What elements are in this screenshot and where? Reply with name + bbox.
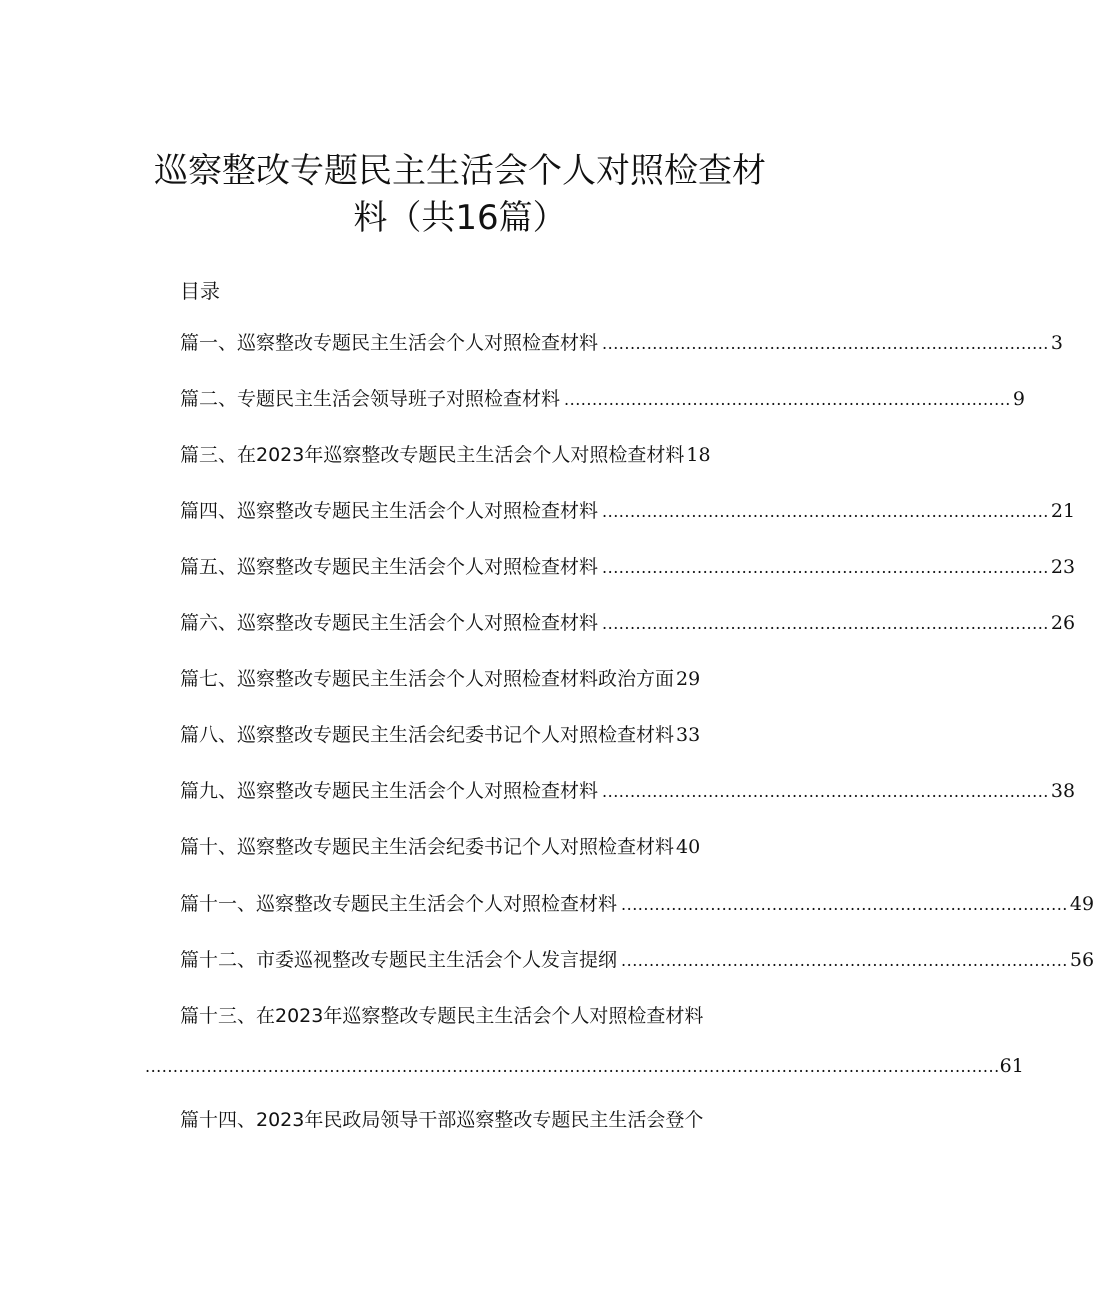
toc-entry-14[interactable] [180,1108,703,1132]
toc-entry-page: 9 [1012,388,1025,410]
toc-heading: 目录 [180,279,220,303]
toc-leader-dots: ................................................................................ [602,614,1049,633]
toc-entry-label: 篇十二、市委巡视整改专题民主生活会个人发言提纲 [180,949,618,971]
toc-entry-page: 61 [999,1055,1024,1077]
toc-entry-label: 篇十、巡察整改专题民主生活会纪委书记个人对照检查材料 [180,836,675,858]
toc-entry-page: 21 [1050,500,1076,522]
toc-leader-dots: ................................................................................ [621,951,1068,970]
toc-entry-11[interactable] [180,892,1094,917]
toc-leader-dots: ................................................................................ [621,895,1068,914]
toc-entry-13[interactable] [180,1004,703,1028]
toc-entry-page: 56 [1069,949,1094,971]
toc-entry-page: 49 [1069,893,1094,915]
toc-entry-page: 3 [1050,332,1063,354]
toc-entry-label: 篇七、巡察整改专题民主生活会个人对照检查材料政治方面 [180,668,675,690]
toc-leader-dots: ................................................................................ [602,558,1049,577]
toc-entry-page: 29 [676,668,701,690]
toc-entry-label: 篇五、巡察整改专题民主生活会个人对照检查材料 [180,556,599,578]
toc-entry-label: 篇十四、2023年民政局领导干部巡察整改专题民主生活会登个 [180,1109,704,1131]
toc-entry-1[interactable] [180,331,1063,356]
toc-entry-8[interactable] [180,723,700,747]
toc-entry-page: 23 [1050,556,1076,578]
toc-entry-6[interactable] [180,611,1076,636]
toc-entry-label: 篇十一、巡察整改专题民主生活会个人对照检查材料 [180,893,618,915]
toc-leader-dots: ................................................................................ [564,390,1011,409]
toc-entry-label: 篇六、巡察整改专题民主生活会个人对照检查材料 [180,612,599,634]
toc-leader-dots: ................................................................................ [602,334,1049,353]
toc-entry-label: 篇九、巡察整改专题民主生活会个人对照检查材料 [180,780,599,802]
toc-leader-dots: ................................................................................ [602,502,1049,521]
toc-leader-dots: ......................................................................................................................................................... [145,1057,1000,1076]
toc-entry-label: 篇二、专题民主生活会领导班子对照检查材料 [180,388,561,410]
document-title-line-1: 巡察整改专题民主生活会个人对照检查材 [154,151,766,191]
document-title-line-2: 料（共16篇） [353,198,567,238]
toc-entry-10[interactable] [180,835,700,859]
toc-entry-label: 篇一、巡察整改专题民主生活会个人对照检查材料 [180,332,599,354]
toc-entry-label: 篇四、巡察整改专题民主生活会个人对照检查材料 [180,500,599,522]
toc-entry-page: 40 [676,836,701,858]
toc-leader-dots: ................................................................................ [602,782,1049,801]
toc-entry-3[interactable] [180,443,711,467]
toc-entry-page: 18 [686,444,711,466]
toc-entry-label: 篇十三、在2023年巡察整改专题民主生活会个人对照检查材料 [180,1005,704,1027]
toc-entry-4[interactable] [180,499,1076,524]
toc-entry-2[interactable] [180,387,1025,412]
toc-entry-13-continuation[interactable] [145,1054,1024,1079]
toc-entry-label: 篇八、巡察整改专题民主生活会纪委书记个人对照检查材料 [180,724,675,746]
toc-entry-label: 篇三、在2023年巡察整改专题民主生活会个人对照检查材料 [180,444,685,466]
toc-entry-5[interactable] [180,555,1076,580]
toc-entry-9[interactable] [180,779,1076,804]
toc-entry-page: 38 [1050,780,1076,802]
toc-entry-7[interactable] [180,667,700,691]
toc-entry-page: 26 [1050,612,1076,634]
toc-entry-12[interactable] [180,948,1094,973]
toc-entry-page: 33 [676,724,701,746]
